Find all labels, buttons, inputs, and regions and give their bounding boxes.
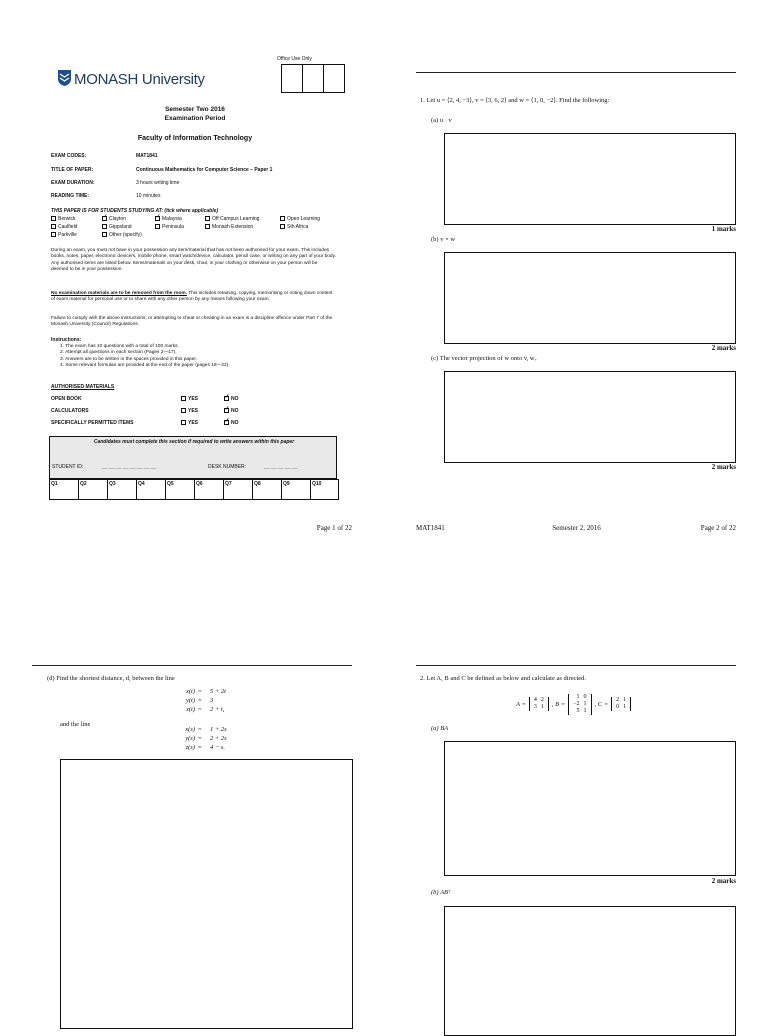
score-cell[interactable]: Q9: [281, 479, 311, 500]
info-label: EXAM DURATION:: [51, 180, 95, 186]
matrix-cell: 1: [583, 700, 587, 707]
campus-checkbox[interactable]: Caulfield: [51, 224, 77, 230]
score-cell[interactable]: Q7: [223, 479, 253, 500]
matrix-cell: 2: [616, 697, 620, 703]
header-rule: [416, 72, 736, 73]
campus-checkbox[interactable]: Off Campus Learning: [205, 216, 259, 222]
eq-lhs: x(t): [185, 688, 195, 695]
monash-logo: [58, 70, 71, 91]
campus-checkbox[interactable]: Gippsland: [102, 224, 132, 230]
office-use-label: Office Use Only: [277, 56, 312, 62]
info-value: 10 minutes: [136, 193, 161, 199]
campus-heading: THIS PAPER IS FOR STUDENTS STUDYING AT: (tick where applicable): [51, 208, 219, 214]
exam-period: Examination Period: [164, 115, 226, 122]
part-label: (a) u · v: [431, 117, 452, 124]
matrix-cell: 1: [623, 697, 627, 703]
part-label: (c) The vector projection of w onto v, wᵥ: [431, 355, 537, 362]
campus-checkbox[interactable]: Peninsula: [155, 224, 184, 230]
candidate-section: [49, 436, 337, 479]
part-d-intro: (d) Find the shortest distance, d, between the line: [47, 675, 175, 682]
eq-lhs: x(s): [185, 726, 195, 733]
page-footer: Page 2 of 22: [700, 524, 736, 532]
instructions-list: [60, 344, 330, 369]
matrix-c-label: , C =: [594, 700, 609, 708]
matrix-c: [611, 697, 631, 711]
campus-checkbox[interactable]: Monash Extension: [205, 224, 253, 230]
matrix-cell: 0: [583, 693, 587, 700]
question-score-row: [49, 479, 339, 500]
eq-rhs: 3: [210, 697, 214, 704]
authorised-label: OPEN BOOK: [51, 396, 82, 402]
campus-checkbox[interactable]: ✓ Clayton: [102, 216, 126, 222]
campus-grid: [51, 216, 351, 240]
instruction-item: 3. Answers are to be written in the spaces provided in this paper.: [60, 356, 198, 362]
no-option[interactable]: ✓ NO: [224, 420, 239, 426]
yes-option[interactable]: YES: [181, 420, 198, 426]
marks-label: 1 marks: [711, 225, 736, 233]
info-value: MAT1841: [136, 153, 158, 159]
marks-label: 2 marks: [711, 463, 736, 471]
campus-checkbox[interactable]: ✓ Malaysia: [155, 216, 182, 222]
yes-option[interactable]: YES: [181, 408, 198, 414]
office-use-boxes: [281, 64, 345, 93]
part-label: (a) BA: [431, 725, 449, 732]
and-the-line: and the line: [60, 721, 91, 728]
matrix-cell: 1: [623, 704, 627, 710]
matrix-b-label: , B =: [551, 700, 566, 708]
page-4: [384, 545, 768, 1024]
university-name: MONASH University: [74, 71, 205, 88]
rules-paragraph-2: [51, 291, 336, 304]
no-option[interactable]: ✓ NO: [224, 408, 239, 414]
score-cell[interactable]: Q10: [310, 479, 339, 500]
marks-label: 2 marks: [711, 877, 736, 885]
eq-sign: =: [198, 744, 202, 751]
eq-lhs: z(s): [185, 744, 195, 751]
instruction-item: 4. Some relevant formulae are provided at the end of the paper (pages 18—22).: [60, 362, 230, 368]
eq-sign: =: [198, 697, 202, 704]
matrix-cell: 0: [616, 704, 620, 710]
score-cell[interactable]: Q3: [107, 479, 137, 500]
rules-paragraph: During an exam, you must not have in your possession any item/material that has not been authorised for your exam. This includes books, notes, paper, electronic device/s, mobile phone, smart watch/device, calculator, pencil case, or writing on any part of your body. Any authorised items are listed below. Items/materials on your desk, chair, in your clothing or otherwise on your person will be deemed to be in your possession.: [51, 248, 336, 273]
shield-icon: [58, 70, 71, 86]
instruction-item: 2. Attempt all questions in each section (Pages 2—17).: [60, 350, 177, 356]
faculty-title: Faculty of Information Technology: [137, 135, 253, 142]
score-cell[interactable]: Q4: [136, 479, 166, 500]
instructions-heading: Instructions:: [51, 337, 82, 343]
answer-box[interactable]: [60, 759, 353, 1029]
answer-box[interactable]: [444, 906, 736, 1036]
eq-rhs: 4 − s.: [210, 744, 226, 751]
matrix-a-label: A =: [516, 700, 526, 708]
campus-checkbox[interactable]: Sth Africa: [280, 224, 308, 230]
question-2-intro: 2. Let A, B and C be defined as below and calculate as directed.: [420, 675, 587, 682]
matrix-cell: −2: [573, 700, 580, 707]
info-value: 3 hours writing time: [136, 180, 180, 186]
bold-rule: No examination materials are to be removed from the room.: [51, 291, 187, 296]
question-1-intro: 1. Let u = ⟨2, 4, −3⟩, v = ⟨3, 6, 2⟩ and w = ⟨1, 0, −2⟩. Find the following:: [420, 97, 610, 104]
campus-checkbox[interactable]: Other (specify): [102, 232, 142, 238]
header-rule: [416, 665, 736, 666]
footer-course: MAT1841: [416, 524, 445, 532]
matrix-a: [529, 697, 549, 711]
score-cell[interactable]: Q8: [252, 479, 282, 500]
authorised-label: SPECIFICALLY PERMITTED ITEMS: [51, 420, 134, 426]
desk-number-label: DESK NUMBER:: [208, 464, 247, 470]
score-cell[interactable]: Q5: [165, 479, 195, 500]
page-footer: Page 1 of 22: [316, 524, 352, 532]
page-2: [384, 0, 768, 545]
campus-checkbox[interactable]: Parkville: [51, 232, 77, 238]
score-cell[interactable]: Q2: [78, 479, 108, 500]
student-id-label: STUDENT ID:: [52, 464, 84, 470]
campus-checkbox[interactable]: Berwick: [51, 216, 76, 222]
authorised-label: CALCULATORS: [51, 408, 89, 414]
yes-option[interactable]: YES: [181, 396, 198, 402]
eq-sign: =: [198, 706, 202, 713]
eq-lhs: z(t): [186, 706, 195, 713]
info-label: EXAM CODES:: [51, 153, 87, 159]
score-cell[interactable]: Q1: [49, 479, 79, 500]
answer-box[interactable]: [444, 252, 736, 344]
matrix-cell: 1: [576, 693, 580, 700]
eq-rhs: 5 + 2t: [210, 688, 226, 695]
page-1: [0, 0, 384, 545]
eq-rhs: 2 + 2s: [210, 735, 227, 742]
matrix-definitions: [516, 688, 631, 720]
part-label: (b) ABᵀ: [431, 889, 451, 896]
part-label: (b) v × w: [431, 236, 456, 243]
desk-number-field[interactable]: __ __ __ __ __: [264, 464, 298, 470]
footer-semester: Semester 2, 2016: [552, 524, 601, 532]
authorised-heading: AUTHORISED MATERIALS: [51, 384, 115, 390]
authorised-table: [51, 396, 271, 432]
answer-box[interactable]: [444, 741, 736, 876]
page-3: [0, 545, 384, 1024]
eq-sign: =: [198, 688, 202, 695]
answer-box[interactable]: [444, 371, 736, 463]
matrix-cell: 1: [583, 707, 587, 714]
marks-label: 2 marks: [711, 344, 736, 352]
rule-rest: This includes retaining, copying, memorising or noting down content of exam material for personal use or to share with any other person by any means following your exam.: [51, 291, 333, 303]
discipline-paragraph: Failure to comply with the above instructions, or attempting to cheat or cheating in an exam is a discipline offence under Part 7 of the Monash University (Council) Regulations.: [51, 316, 333, 328]
eq-lhs: y(s): [185, 735, 195, 742]
eq-rhs: 1 + 2s: [210, 726, 227, 733]
eq-rhs: 2 + t,: [210, 706, 225, 713]
eq-sign: =: [198, 726, 202, 733]
info-label: READING TIME:: [51, 193, 90, 199]
no-option[interactable]: ✓ NO: [224, 396, 239, 402]
info-label: TITLE OF PAPER:: [51, 167, 94, 173]
matrix-cell: 4: [533, 697, 537, 703]
matrix-cell: 1: [540, 704, 544, 710]
matrix-b: [568, 694, 591, 715]
semester-title: Semester Two 2016: [165, 106, 225, 113]
eq-lhs: y(t): [185, 697, 195, 704]
info-value: Continuous Mathematics for Computer Science – Paper 1: [136, 167, 273, 173]
matrix-cell: 3: [533, 704, 537, 710]
student-id-field[interactable]: __ __ __ __ __ __ __ __: [102, 464, 157, 470]
matrix-cell: 5: [576, 707, 580, 714]
instruction-item: 1. The exam has 10 questions with a total of 100 marks.: [60, 344, 179, 349]
score-cell[interactable]: Q6: [194, 479, 224, 500]
eq-sign: =: [198, 735, 202, 742]
answer-box[interactable]: [444, 133, 736, 225]
candidates-note: Candidates must complete this section if required to write answers within this paper: [93, 439, 295, 445]
matrix-cell: 2: [540, 697, 544, 703]
header-rule: [32, 665, 352, 666]
campus-checkbox[interactable]: Open Learning: [280, 216, 320, 222]
